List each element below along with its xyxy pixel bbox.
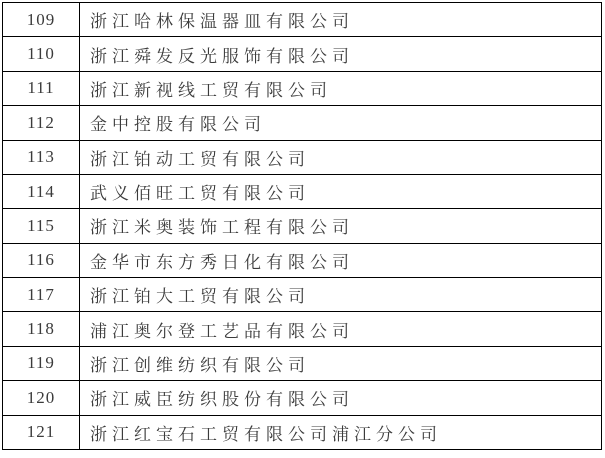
row-number: 112 [3,106,80,140]
company-name: 浦江奥尔登工艺品有限公司 [80,312,602,346]
table-row [3,106,602,140]
table-row [3,71,602,105]
row-number: 117 [3,278,80,312]
row-number: 121 [3,415,80,450]
row-number: 110 [3,37,80,71]
table-row [3,37,602,71]
company-list-body [3,3,602,450]
row-number: 118 [3,312,80,346]
company-name: 浙江米奥装饰工程有限公司 [80,209,602,243]
table-row [3,278,602,312]
table-row [3,415,602,450]
table-row [3,312,602,346]
row-number: 116 [3,243,80,277]
table-row [3,381,602,415]
company-name: 浙江舜发反光服饰有限公司 [80,37,602,71]
table-row [3,209,602,243]
company-name: 浙江创维纺织有限公司 [80,346,602,380]
company-name: 浙江红宝石工贸有限公司浦江分公司 [80,415,602,450]
company-name: 浙江威臣纺织股份有限公司 [80,381,602,415]
row-number: 113 [3,140,80,174]
company-name: 金中控股有限公司 [80,106,602,140]
row-number: 115 [3,209,80,243]
table-row [3,3,602,37]
company-name: 浙江铂动工贸有限公司 [80,140,602,174]
company-name: 武义佰旺工贸有限公司 [80,174,602,208]
table-row [3,140,602,174]
table-row [3,243,602,277]
table-row [3,174,602,208]
row-number: 119 [3,346,80,380]
row-number: 120 [3,381,80,415]
row-number: 111 [3,71,80,105]
row-number: 109 [3,3,80,37]
company-name: 浙江铂大工贸有限公司 [80,278,602,312]
row-number: 114 [3,174,80,208]
company-name: 金华市东方秀日化有限公司 [80,243,602,277]
company-list-table [2,2,602,450]
company-name: 浙江哈林保温器皿有限公司 [80,3,602,37]
company-name: 浙江新视线工贸有限公司 [80,71,602,105]
table-row [3,346,602,380]
